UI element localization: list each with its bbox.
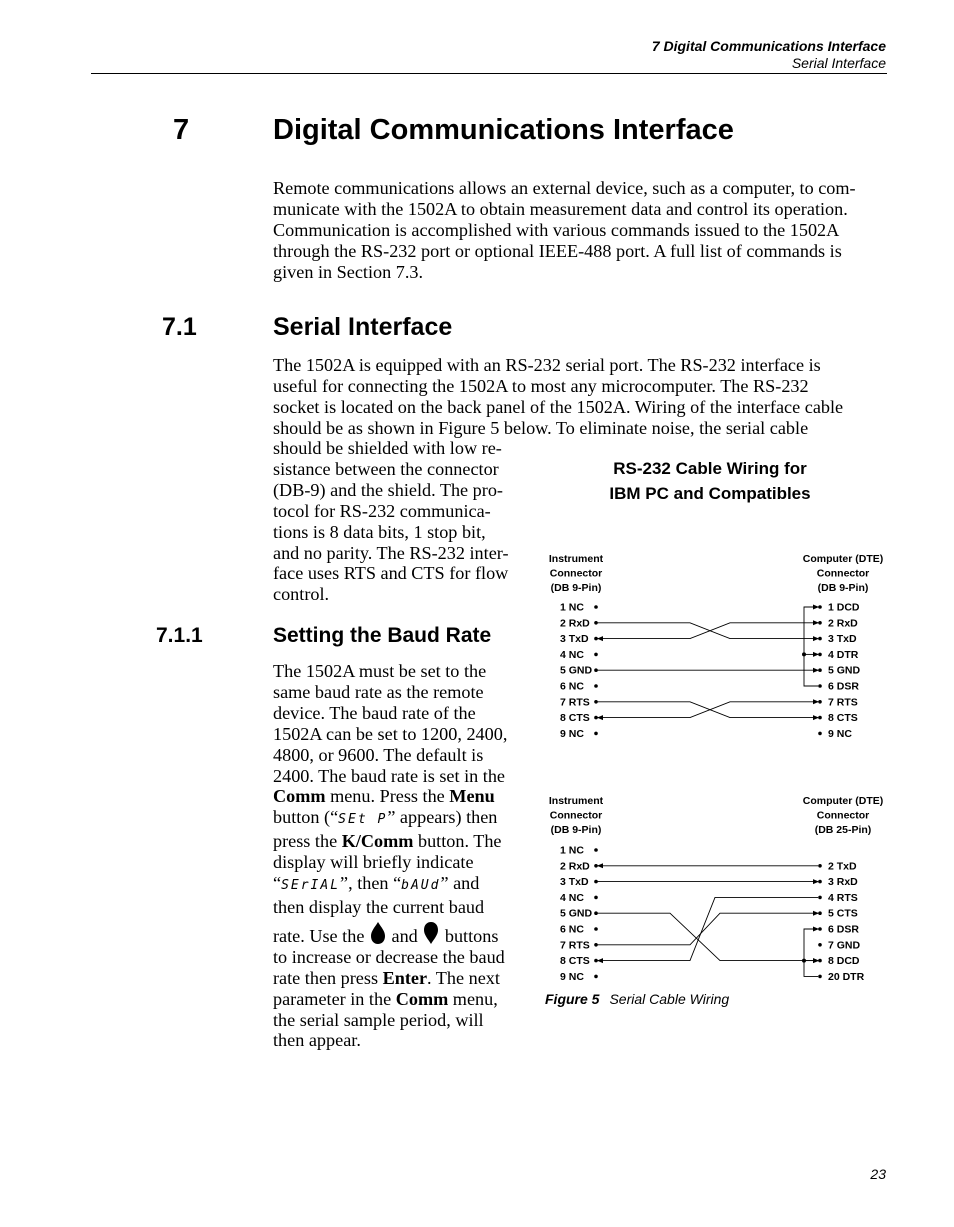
- baud-line: 2400. The baud rate is set in the: [273, 765, 506, 786]
- computer-pin-label: 3 RxD: [828, 876, 858, 889]
- pin-terminal-dot: [594, 975, 598, 979]
- instrument-connector-header: (DB 9-Pin): [550, 582, 602, 594]
- junction-dot: [802, 652, 806, 656]
- arrow-head: [813, 652, 819, 657]
- computer-pin-label: 2 RxD: [828, 617, 858, 630]
- computer-pin-label: 6 DSR: [828, 923, 859, 936]
- arrow-head: [597, 636, 603, 641]
- instrument-pin-label: 3 TxD: [560, 633, 589, 646]
- junction-dot: [802, 959, 806, 963]
- computer-pin-label: 8 CTS: [828, 712, 858, 725]
- display-text-serial: SErIAL: [281, 878, 341, 894]
- text-line: (DB-9) and the shield. The pro-: [273, 479, 503, 500]
- figure-title-line-1: RS-232 Cable Wiring for: [613, 459, 807, 478]
- menu-button-ref: Menu: [449, 786, 495, 807]
- computer-pin-label: 3 TxD: [828, 633, 857, 646]
- up-arrow-button-icon: [369, 921, 387, 945]
- display-text-baud: bAUd: [401, 878, 441, 894]
- text-line: and no parity. The RS-232 inter-: [273, 542, 509, 563]
- instrument-pin-label: 8 CTS: [560, 712, 590, 725]
- text-line: tocol for RS-232 communica-: [273, 500, 491, 521]
- arrow-head: [597, 863, 603, 868]
- instrument-pin-label: 9 NC: [560, 727, 584, 740]
- computer-pin-label: 2 TxD: [828, 860, 857, 873]
- comm-menu-ref: Comm: [273, 786, 326, 807]
- instrument-pin-label: 1 NC: [560, 844, 584, 857]
- arrow-head: [813, 668, 819, 673]
- baud-line: 4800, or 9600. The default is: [273, 744, 484, 765]
- baud-line: to increase or decrease the baud: [273, 946, 505, 967]
- instrument-connector-header: Connector: [549, 809, 603, 822]
- pin-terminal-dot: [594, 927, 598, 931]
- computer-pin-label: 7 RTS: [828, 696, 858, 709]
- baud-line: The 1502A must be set to the: [273, 661, 487, 681]
- running-header: [652, 38, 886, 72]
- instrument-pin-label: 2 RxD: [560, 860, 590, 873]
- baud-line: then appear.: [273, 1030, 361, 1051]
- computer-connector-header: Connector: [816, 809, 870, 822]
- text-line: face uses RTS and CTS for flow: [273, 563, 509, 584]
- arrow-head: [813, 605, 819, 610]
- pin-terminal-dot: [594, 896, 598, 900]
- instrument-pin-label: 6 NC: [560, 680, 584, 693]
- baud-line: the serial sample period, will: [273, 1009, 484, 1030]
- baud-line: 1502A can be set to 1200, 2400,: [273, 723, 508, 744]
- enter-button-ref: Enter: [382, 967, 428, 988]
- arrow-head: [597, 715, 603, 720]
- figure-caption: [545, 991, 729, 1007]
- kcomm-button-ref: K/Comm: [341, 831, 414, 852]
- pin-terminal-dot: [818, 732, 822, 736]
- text-line: Remote communications allows an external device, such as a computer, to com-: [273, 178, 856, 198]
- running-header-section: Serial Interface: [791, 55, 886, 71]
- baud-line: same baud rate as the remote: [273, 681, 484, 702]
- figure-title: [545, 456, 875, 506]
- pin-terminal-dot: [818, 684, 822, 688]
- subsection-number: 7.1.1: [156, 624, 203, 647]
- chapter-number: 7: [173, 114, 190, 146]
- computer-pin-label: 7 GND: [828, 939, 861, 952]
- instrument-connector-header: Connector: [549, 567, 603, 580]
- arrow-head: [813, 927, 819, 932]
- instrument-pin-label: 5 GND: [560, 664, 593, 677]
- computer-connector-header: (DB 9-Pin): [817, 582, 869, 594]
- section-title: Serial Interface: [273, 313, 453, 341]
- computer-connector-header: Computer (DTE): [802, 795, 884, 807]
- computer-pin-label: 4 DTR: [828, 648, 859, 661]
- instrument-connector-header: Instrument: [548, 795, 604, 807]
- serial-paragraph-continued: [273, 438, 509, 605]
- instrument-pin-label: 3 TxD: [560, 876, 589, 889]
- computer-pin-label: 8 DCD: [828, 955, 860, 968]
- text-line: tions is 8 data bits, 1 stop bit,: [273, 521, 486, 542]
- subsection-title: Setting the Baud Rate: [273, 624, 492, 647]
- instrument-connector-header: Instrument: [548, 553, 604, 565]
- baud-line: button (“SEt P” appears) then: [273, 807, 498, 828]
- computer-connector-header: Computer (DTE): [802, 553, 884, 565]
- pin-terminal-dot: [594, 653, 598, 657]
- text-line: given in Section 7.3.: [273, 261, 424, 282]
- text-line: should be shielded with low re-: [273, 438, 502, 458]
- pin-terminal-dot: [594, 732, 598, 736]
- baud-line: then display the current baud: [273, 896, 485, 917]
- baud-line: rate then press Enter. The next: [273, 967, 500, 988]
- wire: [804, 607, 818, 686]
- pin-terminal-dot: [818, 975, 822, 979]
- chapter-title: Digital Communications Interface: [273, 114, 734, 146]
- instrument-pin-label: 2 RxD: [560, 617, 590, 630]
- baud-line: press the K/Comm button. The: [273, 831, 502, 852]
- comm-menu-ref: Comm: [395, 988, 449, 1009]
- text-line: useful for connecting the 1502A to most any microcomputer. The RS-232: [273, 375, 809, 396]
- pin-terminal-dot: [594, 684, 598, 688]
- instrument-connector-header: (DB 9-Pin): [550, 824, 602, 836]
- text-line: through the RS-232 port or optional IEEE-488 port. A full list of commands is: [273, 240, 842, 261]
- wire: [596, 623, 818, 639]
- arrow-head: [813, 958, 819, 963]
- wire: [596, 897, 818, 960]
- wire: [596, 702, 818, 718]
- instrument-pin-label: 1 NC: [560, 601, 584, 614]
- pin-terminal-dot: [594, 605, 598, 609]
- arrow-head: [597, 958, 603, 963]
- text-line: sistance between the connector: [273, 458, 499, 479]
- pin-terminal-dot: [594, 848, 598, 852]
- instrument-pin-label: 6 NC: [560, 923, 584, 936]
- intro-paragraph: [273, 178, 856, 283]
- instrument-pin-label: 9 NC: [560, 970, 584, 983]
- instrument-pin-label: 4 NC: [560, 891, 584, 904]
- text-line: socket is located on the back panel of the 1502A. Wiring of the interface cable: [273, 396, 844, 417]
- computer-pin-label: 9 NC: [828, 727, 852, 740]
- computer-pin-label: 6 DSR: [828, 680, 859, 693]
- pin-terminal-dot: [818, 896, 822, 900]
- computer-pin-label: 1 DCD: [828, 601, 860, 614]
- arrow-head: [813, 879, 819, 884]
- computer-connector-header: Connector: [816, 567, 870, 580]
- pin-terminal-dot: [818, 864, 822, 868]
- baud-line: rate. Use the and buttons: [273, 921, 507, 947]
- computer-connector-header: (DB 25-Pin): [814, 824, 872, 836]
- arrow-head: [813, 699, 819, 704]
- arrow-head: [813, 620, 819, 625]
- section-number: 7.1: [162, 313, 197, 341]
- figure-title-line-2: IBM PC and Compatibles: [609, 484, 811, 503]
- running-header-chapter: 7 Digital Communications Interface: [651, 38, 886, 54]
- instrument-pin-label: 7 RTS: [560, 696, 590, 709]
- instrument-pin-label: 4 NC: [560, 648, 584, 661]
- text-line: should be as shown in Figure 5 below. To eliminate noise, the serial cable: [273, 417, 809, 438]
- wire: [596, 913, 818, 960]
- text-line: municate with the 1502A to obtain measurement data and control its operation.: [273, 198, 848, 219]
- text-line: The 1502A is equipped with an RS-232 serial port. The RS-232 interface is: [273, 355, 821, 375]
- computer-pin-label: 5 GND: [828, 664, 861, 677]
- instrument-pin-label: 8 CTS: [560, 955, 590, 968]
- arrow-head: [813, 715, 819, 720]
- wire: [596, 623, 818, 639]
- figure-label: Figure 5: [545, 991, 600, 1007]
- cable-wiring-diagram: [540, 548, 890, 988]
- baud-paragraph: [273, 661, 507, 1051]
- serial-paragraph: [273, 355, 843, 439]
- down-arrow-button-icon: [422, 921, 440, 945]
- baud-line: parameter in the Comm menu,: [273, 988, 498, 1009]
- arrow-head: [813, 911, 819, 916]
- computer-pin-label: 4 RTS: [828, 891, 858, 904]
- baud-line: Comm menu. Press the Menu: [273, 786, 495, 807]
- arrow-head: [813, 636, 819, 641]
- text-line: control.: [273, 584, 330, 605]
- figure-caption-text: Serial Cable Wiring: [609, 991, 730, 1007]
- computer-pin-label: 20 DTR: [828, 970, 865, 983]
- wire: [804, 929, 818, 976]
- computer-pin-label: 5 CTS: [828, 907, 858, 920]
- display-text-setp: SEt P: [338, 812, 388, 828]
- baud-line: “SErIAL”, then “bAUd” and: [273, 873, 480, 894]
- pin-terminal-dot: [818, 943, 822, 947]
- text-line: Communication is accomplished with various commands issued to the 1502A: [273, 219, 840, 240]
- page-number: 23: [870, 1166, 886, 1182]
- wire: [596, 702, 818, 718]
- instrument-pin-label: 7 RTS: [560, 939, 590, 952]
- header-rule: [91, 73, 887, 74]
- instrument-pin-label: 5 GND: [560, 907, 593, 920]
- baud-line: display will briefly indicate: [273, 852, 474, 873]
- baud-line: device. The baud rate of the: [273, 702, 476, 723]
